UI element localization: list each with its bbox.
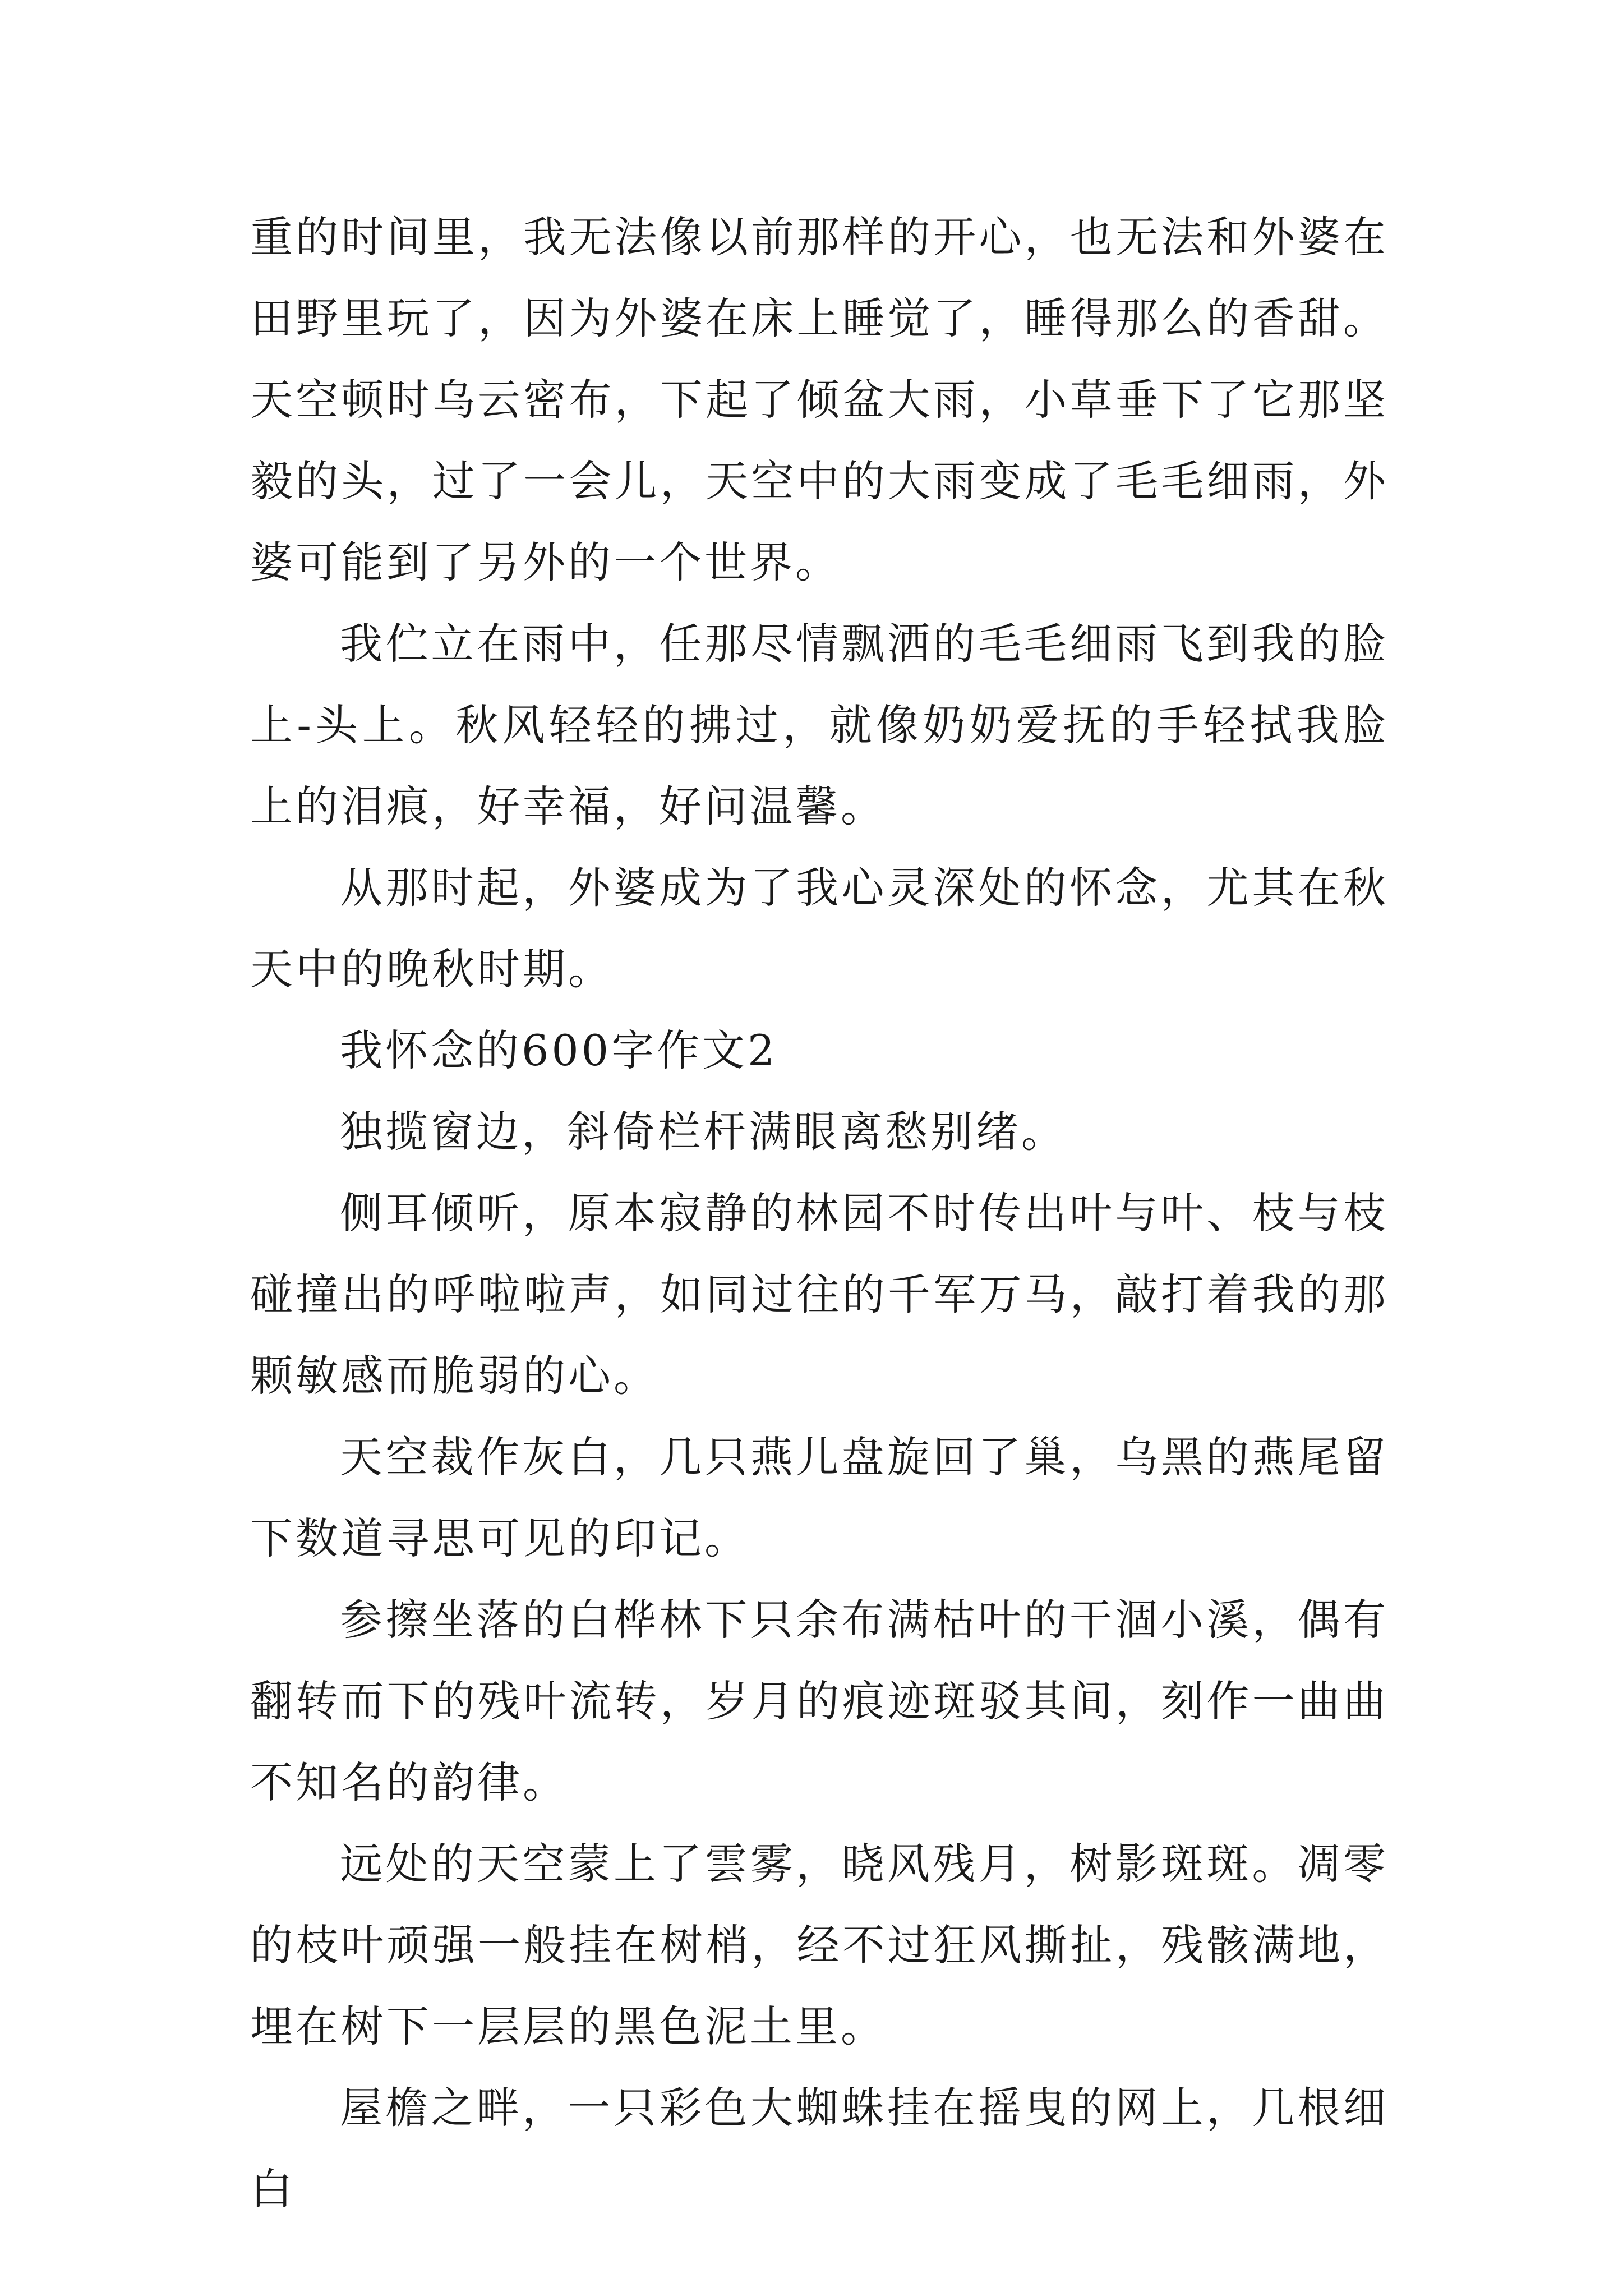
paragraph-8: 参擦坐落的白桦林下只余布满枯叶的干涸小溪，偶有翻转而下的残叶流转，岁月的痕迹斑驳其间，刻作一曲曲不知名的韵律。: [250, 1595, 1389, 1807]
paragraph-2: 我伫立在雨中，任那尽情飘洒的毛毛细雨飞到我的脸上-头上。秋风轻轻的拂过，就像奶奶爱抚的手轻拭我脸上的泪痕，好幸福，好问温馨。: [250, 619, 1389, 831]
paragraph-5: 独揽窗边，斜倚栏杆满眼离愁别绪。: [340, 1107, 1067, 1157]
document-body: [250, 196, 1389, 2230]
paragraph-6: 侧耳倾听，原本寂静的林园不时传出叶与叶、枝与枝碰撞出的呼啦啦声，如同过往的千军万马，敲打着我的那颗敏感而脆弱的心。: [250, 1188, 1389, 1401]
essay-title: 我怀念的600字作文2: [340, 1025, 778, 1075]
paragraph-3: 从那时起，外婆成为了我心灵深处的怀念，尤其在秋天中的晚秋时期。: [250, 863, 1389, 994]
paragraph-10: 屋檐之畔，一只彩色大蜘蛛挂在摇曳的网上，几根细白: [250, 2083, 1389, 2214]
paragraph-9: 远处的天空蒙上了雲雾，晓风残月，树影斑斑。凋零的枝叶顽强一般挂在树梢，经不过狂风撕扯，残骸满地，埋在树下一层层的黑色泥土里。: [250, 1839, 1389, 2051]
paragraph-7: 天空裁作灰白，几只燕儿盘旋回了巢，乌黑的燕尾留下数道寻思可见的印记。: [250, 1432, 1389, 1563]
paragraph-1: 重的时间里，我无法像以前那样的开心，也无法和外婆在田野里玩了，因为外婆在床上睡觉了，睡得那么的香甜。天空顿时乌云密布，下起了倾盆大雨，小草垂下了它那坚毅的头，过了一会儿，天空中的大雨变成了毛毛细雨，外婆可能到了另外的一个世界。: [250, 212, 1389, 587]
